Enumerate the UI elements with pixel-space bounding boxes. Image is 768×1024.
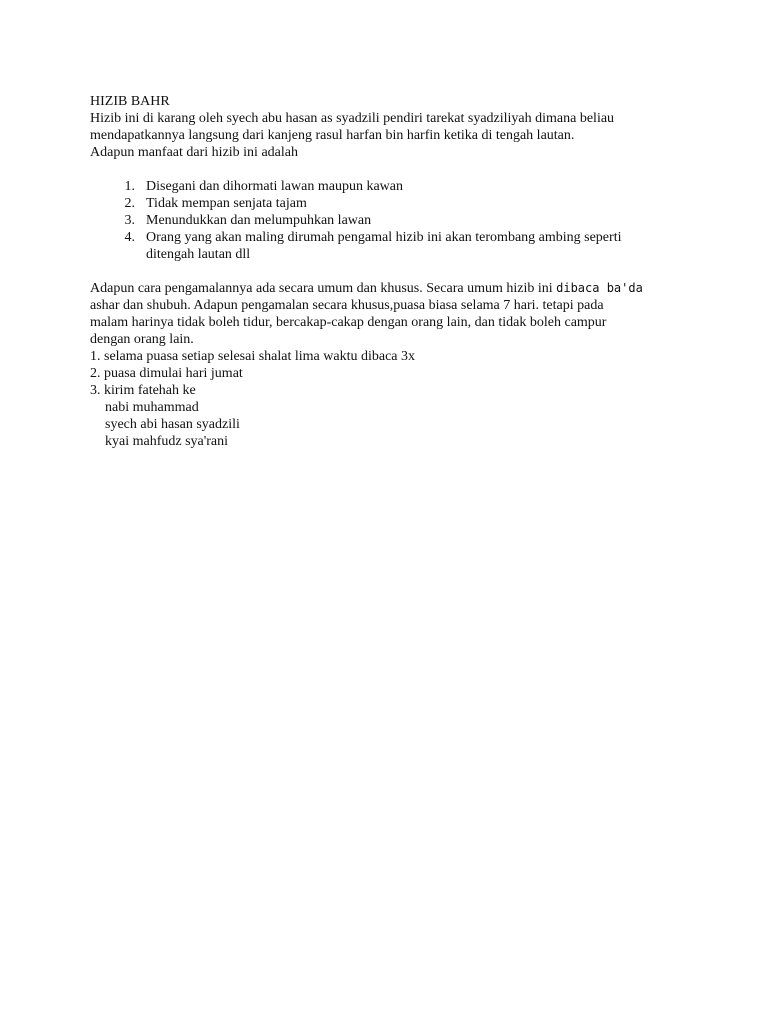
benefit-text-line-2: ditengah lautan dll [146, 247, 251, 262]
benefit-item [90, 212, 682, 229]
paragraph-spacer [90, 263, 682, 280]
practice-line-2: ashar dan shubuh. Adapun pengamalan secara khusus,puasa biasa selama 7 hari. tetapi pada [90, 298, 604, 313]
step-item: 1. selama puasa setiap selesai shalat lima waktu dibaca 3x [90, 349, 416, 364]
benefit-text: Disegani dan dihormati lawan maupun kawan [146, 179, 403, 194]
practice-line-1 [90, 280, 682, 297]
benefit-text: Menundukkan dan melumpuhkan lawan [146, 213, 372, 228]
intro-line-2: mendapatkannya langsung dari kanjeng rasul harfan bin harfin ketika di tengah lautan. [90, 128, 575, 143]
step-item: 3. kirim fatehah ke [90, 383, 196, 398]
benefit-item [90, 178, 682, 195]
benefit-text [146, 229, 682, 263]
step-item: 2. puasa dimulai hari jumat [90, 366, 243, 381]
practice-line-1-text: Adapun cara pengamalannya ada secara umum dan khusus. Secara umum hizib ini [90, 281, 557, 296]
benefit-number: 4. [124, 230, 135, 245]
benefit-item [90, 229, 682, 263]
practice-line-4: dengan orang lain. [90, 332, 194, 347]
recipient-item: kyai mahfudz sya'rani [105, 434, 229, 449]
benefit-number: 3. [124, 213, 135, 228]
document-title: HIZIB BAHR [90, 94, 170, 109]
fatehah-recipients-list [90, 399, 682, 450]
intro-line-3: Adapun manfaat dari hizib ini adalah [90, 145, 298, 160]
document-body [90, 93, 682, 450]
benefit-text: Tidak mempan senjata tajam [146, 196, 307, 211]
steps-list [90, 348, 682, 399]
benefits-list [90, 178, 682, 263]
recipient-item: nabi muhammad [105, 400, 199, 415]
benefit-number: 2. [124, 196, 135, 211]
intro-line-1: Hizib ini di karang oleh syech abu hasan as syadzili pendiri tarekat syadziliyah dimana beliau [90, 111, 615, 126]
benefit-item [90, 195, 682, 212]
benefit-number: 1. [124, 179, 135, 194]
recipient-item: syech abi hasan syadzili [105, 417, 240, 432]
paragraph-spacer [90, 161, 682, 178]
benefit-text-line-1: Orang yang akan maling dirumah pengamal hizib ini akan terombang ambing seperti [146, 230, 622, 245]
practice-line-3: malam harinya tidak boleh tidur, bercakap-cakap dengan orang lain, dan tidak boleh campur [90, 315, 607, 330]
practice-line-1-tail: dibaca ba'da [556, 281, 643, 295]
